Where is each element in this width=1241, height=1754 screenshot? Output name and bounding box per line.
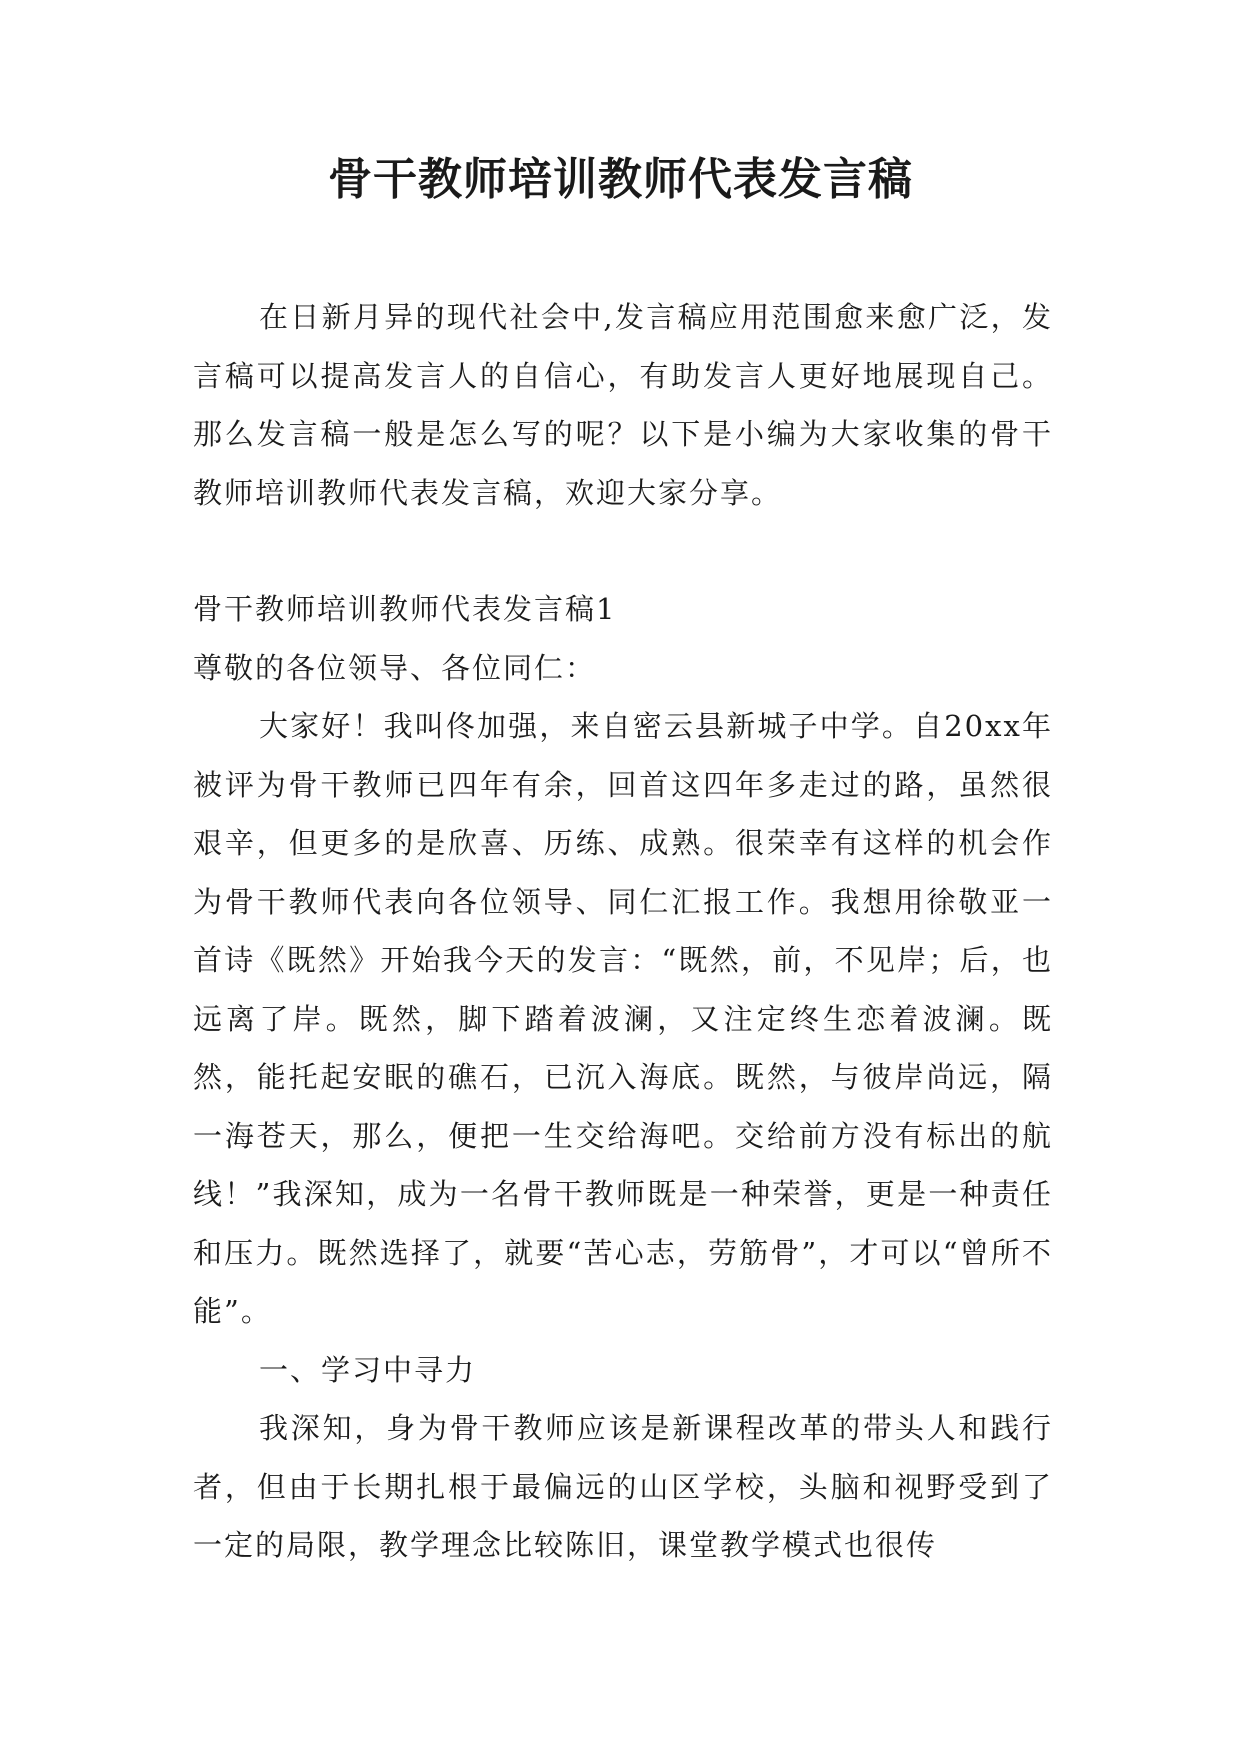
body-paragraph-2: 我深知，身为骨干教师应该是新课程改革的带头人和践行者，但由于长期扎根于最偏远的山区学校，头脑和视野受到了一定的局限，教学理念比较陈旧，课堂教学模式也很传 [193,1411,1053,1562]
section-heading: 骨干教师培训教师代表发言稿1 [193,592,617,626]
paragraph-gap [193,522,1053,580]
document-body [193,288,1053,1575]
subheading-study: 一、学习中寻力 [259,1352,477,1387]
intro-paragraph: 在日新月异的现代社会中,发言稿应用范围愈来愈广泛，发言稿可以提高发言人的自信心，有助发言人更好地展现自己。那么发言稿一般是怎么写的呢？以下是小编为大家收集的骨干教师培训教师代表发言稿，欢迎大家分享。 [193,300,1053,510]
document-title: 骨干教师培训教师代表发言稿 [328,154,913,205]
salutation: 尊敬的各位领导、各位同仁： [193,650,597,685]
body-paragraph-1: 大家好！我叫佟加强，来自密云县新城子中学。自20xx年被评为骨干教师已四年有余，回首这四年多走过的路，虽然很艰辛，但更多的是欣喜、历练、成熟。很荣幸有这样的机会作为骨干教师代表向各位领导、同仁汇报工作。我想用徐敬亚一首诗《既然》开始我今天的发言：“既然，前，不见岸；后，也远离了岸。既然，脚下踏着波澜，又注定终生恋着波澜。既然，能托起安眠的礁石，已沉入海底。既然，与彼岸尚远，隔一海苍天，那么，便把一生交给海吧。交给前方没有标出的航线！”我深知，成为一名骨干教师既是一种荣誉，更是一种责任和压力。既然选择了，就要“苦心志，劳筋骨”，才可以“曾所不能”。 [193,709,1053,1328]
